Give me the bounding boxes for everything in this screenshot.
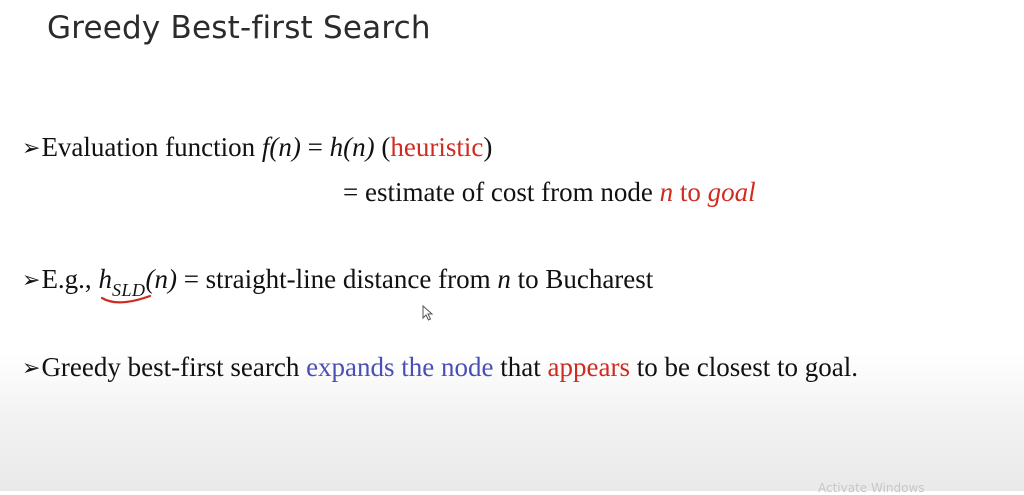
- h-of-n: h(n): [329, 132, 375, 162]
- appears-term: appears: [547, 352, 630, 382]
- equals: =: [300, 132, 330, 162]
- bullet-arrow-icon: ➢: [22, 267, 41, 292]
- expands-node-term: expands the node: [306, 352, 494, 382]
- heuristic-term: heuristic: [390, 132, 484, 162]
- node-n: n: [659, 177, 674, 207]
- closest-text: to be closest to goal.: [629, 352, 858, 382]
- distance-text: = straight-line distance from: [176, 264, 498, 294]
- that-word: that: [493, 352, 548, 382]
- paren-open: (: [374, 132, 391, 162]
- goal-term: goal: [707, 177, 756, 207]
- h-symbol: h: [98, 264, 112, 294]
- eg-label: E.g.,: [41, 264, 99, 294]
- n-paren: (n): [145, 264, 177, 294]
- f-of-n: f(n): [261, 132, 301, 162]
- paren-close: ): [483, 132, 493, 162]
- mouse-pointer-icon: [422, 305, 434, 321]
- estimate-text: = estimate of cost from node: [343, 177, 660, 207]
- bullet-arrow-icon: ➢: [22, 135, 41, 160]
- h-sld-term: [98, 262, 145, 299]
- activate-windows-watermark: Activate Windows: [818, 481, 925, 495]
- evaluation-continuation: [343, 175, 756, 209]
- sld-subscript: SLD: [111, 280, 146, 300]
- to-word: to: [673, 177, 708, 207]
- slide-title: Greedy Best-first Search: [47, 10, 431, 46]
- bullet-greedy-search: [22, 350, 858, 385]
- bucharest-text: to Bucharest: [510, 264, 654, 294]
- bullet-evaluation-function: [22, 130, 492, 165]
- bullet-example: [22, 262, 653, 299]
- bullet-arrow-icon: ➢: [22, 355, 41, 380]
- node-n: n: [497, 264, 511, 294]
- greedy-text: Greedy best-first search: [41, 352, 307, 382]
- bullet-text: Evaluation function: [41, 132, 262, 162]
